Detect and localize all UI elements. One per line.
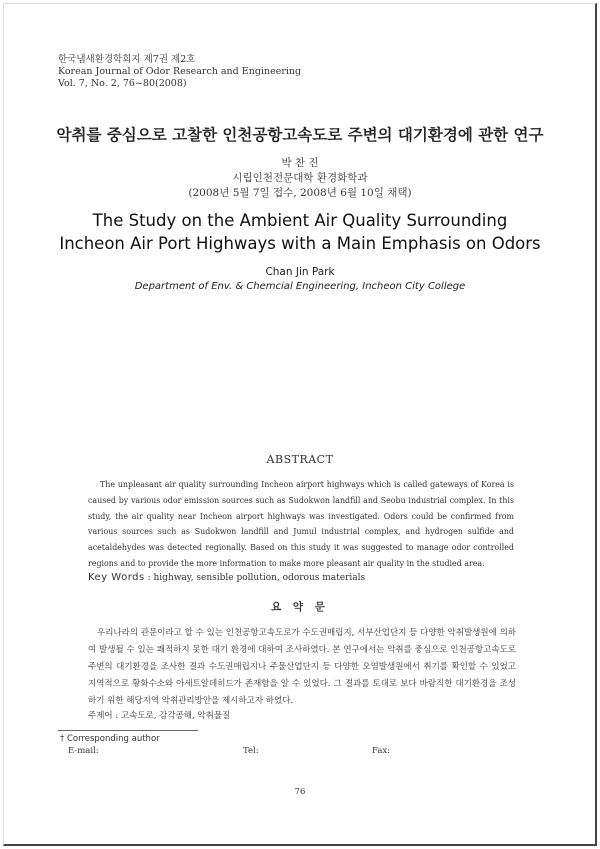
abstract-body-ko: 우리나라의 관문이라고 할 수 있는 인천공항고속도로가 수도권매립지, 서부산업단지 등 다양한 악취발생원에 의하여 발생될 수 있는 쾌적하지 못한 대기 환경에 대하여 조사하였다. 본 연구에서는 악취를 중심으로 인천공항고속도로 주변의 대기환경을 조사한 결과 수도권매립지나 주물산업단지 등 다양한 오염발생원에서 취기를 확인할 수 있었고 지역적으로 황화수소와 아세트알데히드가 존재함을 알 수 있었다. 그 결과를 토대로 보다 바람직한 대기환경을 조성하기 위한 해당지역 악취관리방안을 제시하고자 하였다. xyxy=(88,628,516,706)
fax-label: Fax: xyxy=(372,746,391,756)
keywords-list-ko: : 고속도로, 감각공해, 악취물질 xyxy=(115,711,231,721)
abstract-body: The unpleasant air quality surrounding Incheon airport highways which is called gateways of Korea is caused by various odor emission sources such as Sudokwon landfill and Seobu industrial complex. In this study, the air quality near Incheon airport highways was investigated. Odors could be confirmed from various sources such as Sudokwon landfill and Jumul industrial complex, and hydrogen sulfide and acetaldehydes was detected regionally. Based on this study it was suggested to manage odor controlled regions and to provide the more information to make more pleasant air quality in the studied area. xyxy=(88,480,514,568)
keywords-en xyxy=(88,572,365,583)
footnote-divider xyxy=(58,730,198,731)
journal-name-ko: 한국냄새환경학회지 제7권 제2호 xyxy=(58,54,196,65)
paper-title-en-line1: The Study on the Ambient Air Quality Surrounding xyxy=(92,211,508,230)
journal-name-en: Korean Journal of Odor Research and Engineering xyxy=(58,66,302,77)
journal-volume: Vol. 7, No. 2, 76~80(2008) xyxy=(58,78,187,89)
author-block-ko xyxy=(0,156,600,201)
affiliation-en: Department of Env. & Chemcial Engineering, Incheon City College xyxy=(134,281,466,292)
author-name-en: Chan Jin Park xyxy=(265,266,335,278)
tel-label: Tel: xyxy=(243,746,259,756)
author-name-ko: 박 찬 진 xyxy=(281,157,319,169)
corresponding-author-note: † Corresponding author xyxy=(60,734,160,744)
page-number: 76 xyxy=(294,787,306,797)
journal-header xyxy=(58,54,301,90)
keywords-label: Key Words xyxy=(88,572,145,583)
keywords-label-ko: 주제어 xyxy=(88,711,113,721)
keywords-ko xyxy=(88,709,230,721)
received-dates: (2008년 5월 7일 접수, 2008년 6월 10일 채택) xyxy=(188,187,412,199)
abstract-heading-ko: 요 약 문 xyxy=(271,601,329,613)
paper-title-en-line2: Incheon Air Port Highways with a Main Emphasis on Odors xyxy=(59,234,541,253)
keywords-list: : highway, sensible pollution, odorous materials xyxy=(147,573,366,583)
abstract-heading: ABSTRACT xyxy=(266,453,334,466)
affiliation-ko: 시립인천전문대학 환경화학과 xyxy=(232,172,368,184)
paper-title-en xyxy=(0,209,600,255)
paper-title-ko: 악취를 중심으로 고찰한 인천공항고속도로 주변의 대기환경에 관한 연구 xyxy=(56,126,544,144)
email-label: E-mail: xyxy=(68,746,99,756)
